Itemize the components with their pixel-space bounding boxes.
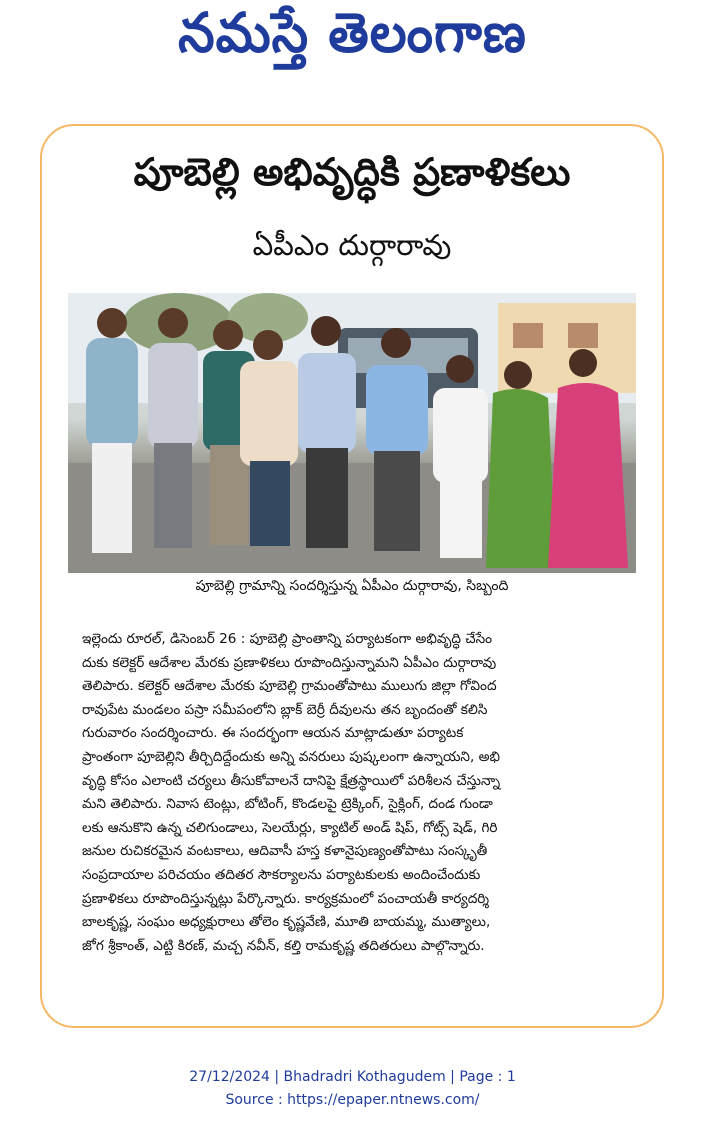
footer-date-edition: 27/12/2024 | Bhadradri Kothagudem | Page : 1: [189, 1069, 516, 1085]
article-body: [82, 628, 630, 958]
group-photo-illustration: [68, 293, 636, 573]
article-line: దుకు కలెక్టర్ ఆదేశాల మేరకు ప్రణాళికలు రూపొందిస్తున్నామని ఏపీఎం దుర్గారావు: [82, 654, 497, 671]
news-photo: [68, 293, 636, 573]
article-line: బాలకృష్ణ, సంఘం అధ్యక్షురాలు తోలెం కృష్ణవేణి, మూతి బాయమ్మ, ముత్యాలు,: [82, 914, 491, 931]
article-line: ప్రాంతంగా పూబెల్లిని తీర్చిదిద్దేందుకు అన్ని వనరులు పుష్కలంగా ఉన్నాయని, అభి: [82, 748, 500, 765]
article-line: ఇల్లెందు రూరల్, డిసెంబర్ 26 : పూబెల్లి ప్రాంతాన్ని పర్యాటకంగా అభివృద్ధి చేసేం: [82, 631, 493, 647]
article-line: సంప్రదాయాల పరిచయం తదితర సౌకర్యాలను పర్యాటకులకు అందించేందుకు: [82, 866, 481, 883]
article-headline: పూబెల్లి అభివృద్ధికి ప్రణాళికలు: [133, 150, 571, 194]
article-line: లకు ఆనుకొని ఉన్న చలిగుండాలు, సెలయేర్లు, క్యాటిల్ అండ్ షిప్, గోట్స్ షెడ్, గిరి: [82, 819, 498, 836]
article-line: ప్రణాళికలు రూపొందిస్తున్నట్లు పేర్కొన్నారు. కార్యక్రమంలో పంచాయతీ కార్యదర్శి: [82, 890, 489, 907]
article-line: గురువారం సందర్శించారు. ఈ సందర్భంగా ఆయన మాట్లాడుతూ పర్యాటక: [82, 725, 464, 742]
article-byline: ఏపీఎం దుర్గారావు: [252, 228, 452, 262]
article-line: తెలిపారు. కలెక్టర్ ఆదేశాల మేరకు పూబెల్లి గ్రామంతోపాటు ములుగు జిల్లా గోవింద: [82, 678, 497, 695]
article-line: జనుల రుచికరమైన వంటకాలు, ఆదివాసీ హస్త కళానైపుణ్యంతోపాటు సంస్కృతీ: [82, 843, 488, 860]
photo-caption: పూబెల్లి గ్రామాన్ని సందర్శిస్తున్న ఏపీఎం దుర్గారావు, సిబ్బంది: [195, 578, 509, 594]
article-line: రావుపేట మండలం పస్రా సమీపంలోని బ్లాక్ బెర్రీ దీవులను తన బృందంతో కలిసి: [82, 701, 488, 718]
footer-source-link[interactable]: Source : https://epaper.ntnews.com/: [225, 1092, 480, 1108]
article-line: మని తెలిపారు. నివాస టెంట్లు, బోటింగ్, కొండలపై ట్రెక్కింగ్, సైక్లింగ్, దండ గుండా: [82, 796, 493, 813]
article-line: జోగ శ్రీకాంత్, ఎట్టి కిరణ్, మచ్చ నవీన్, కల్తి రామకృష్ణ తదితరులు పాల్గొన్నారు.: [82, 937, 485, 954]
article-line: వృద్ధి కోసం ఎలాంటి చర్యలు తీసుకోవాలనే దానిపై క్షేత్రస్థాయిలో పరిశీలన చేస్తున్నా: [82, 772, 501, 789]
newspaper-masthead: [0, 1, 705, 76]
masthead-title: నమస్తే తెలంగాణ: [178, 1, 527, 65]
